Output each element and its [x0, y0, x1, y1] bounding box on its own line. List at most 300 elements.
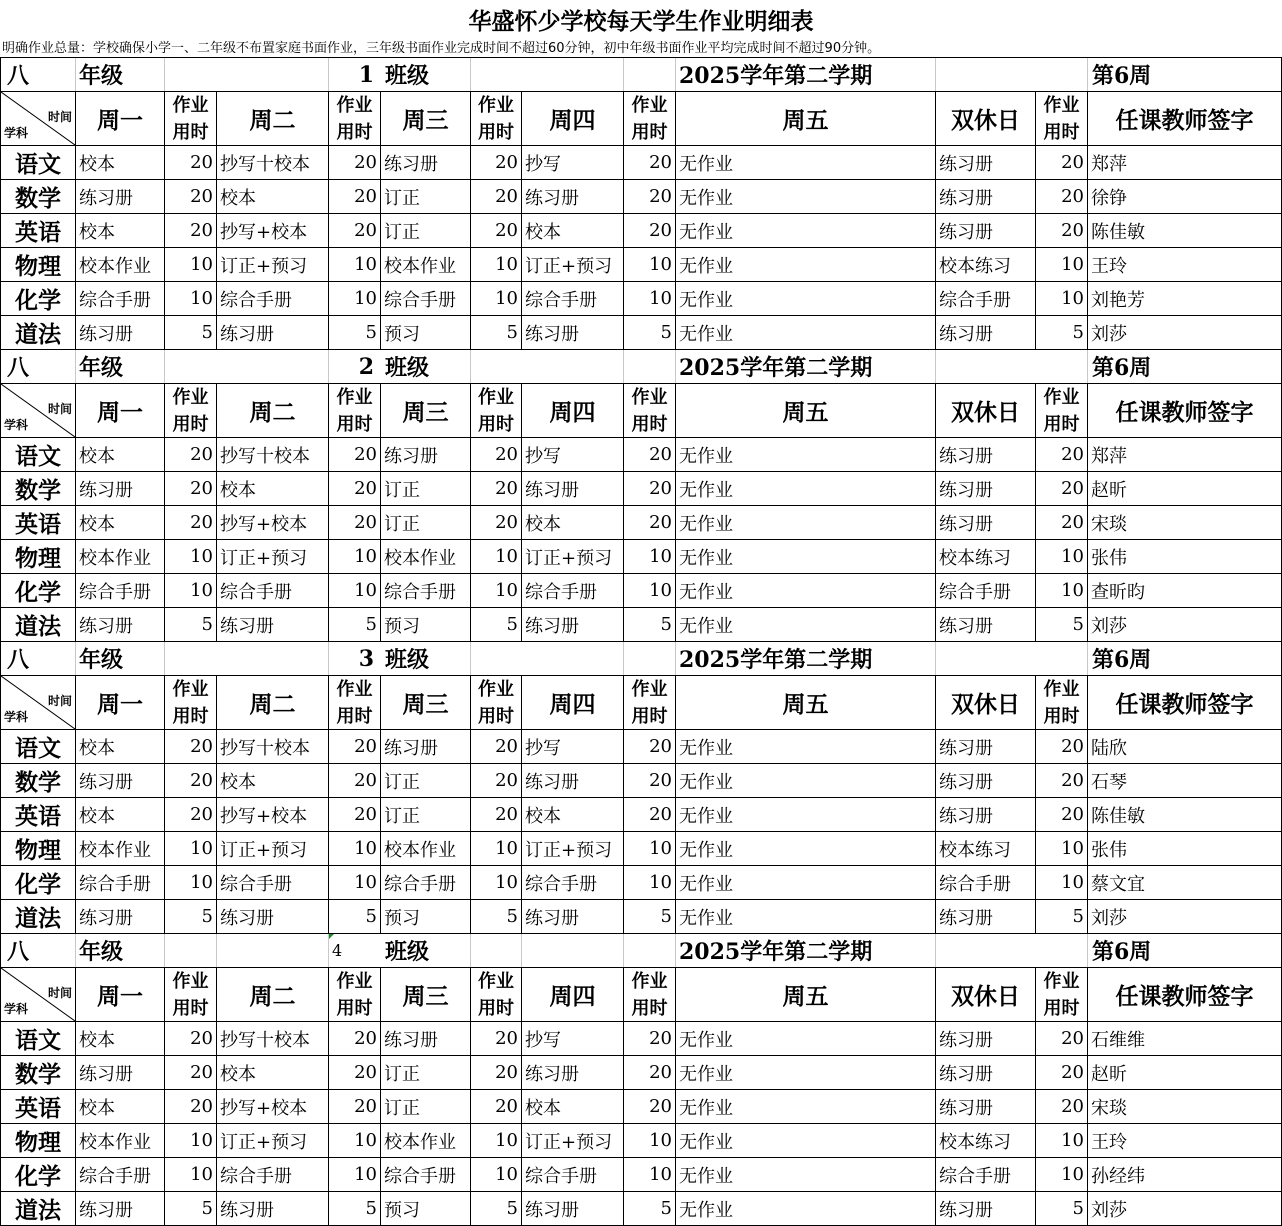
homework-cell: 订正+预习 — [525, 839, 613, 861]
header-wed: 周三 — [402, 691, 449, 718]
grid-line — [380, 91, 381, 350]
homework-cell: 练习册 — [939, 445, 993, 467]
homework-cell: 校本 — [79, 153, 115, 175]
header-time: 作业用时 — [631, 386, 668, 435]
header-time: 作业用时 — [478, 94, 514, 143]
time-cell: 20 — [649, 512, 672, 533]
grid-line — [675, 967, 676, 1226]
homework-cell: 无作业 — [679, 187, 733, 209]
time-cell: 20 — [1061, 152, 1084, 173]
grid-line — [935, 675, 936, 934]
header-thu: 周四 — [549, 399, 596, 426]
header-time: 作业用时 — [336, 386, 373, 435]
time-cell: 10 — [354, 546, 377, 567]
homework-cell: 抄写+校本 — [220, 221, 308, 243]
grid-line — [623, 675, 624, 934]
time-cell: 20 — [495, 736, 518, 757]
homework-cell: 校本作业 — [79, 1131, 151, 1153]
grid-line — [328, 383, 329, 642]
time-cell: 10 — [495, 288, 518, 309]
gridline-light — [675, 934, 676, 967]
time-cell: 10 — [1061, 1164, 1084, 1185]
grid-line — [470, 967, 471, 1226]
homework-cell: 练习册 — [220, 615, 274, 637]
time-cell: 20 — [190, 152, 213, 173]
grade-label: 年级 — [79, 63, 124, 89]
diag-subject-label: 学科 — [4, 126, 29, 140]
time-cell: 20 — [354, 804, 377, 825]
homework-cell: 无作业 — [679, 153, 733, 175]
time-cell: 10 — [1061, 580, 1084, 601]
term-label: 2025学年第二学期 — [679, 647, 873, 673]
subject-cell: 数学 — [15, 769, 61, 796]
subject-cell: 道法 — [15, 321, 61, 348]
time-cell: 20 — [495, 1028, 518, 1049]
homework-cell: 校本练习 — [939, 839, 1011, 861]
gridline-light — [470, 934, 471, 967]
time-cell: 10 — [354, 580, 377, 601]
subject-cell: 物理 — [15, 253, 61, 280]
teacher-cell: 石维维 — [1091, 1029, 1145, 1051]
time-cell: 20 — [1061, 804, 1084, 825]
header-time: 作业用时 — [336, 94, 373, 143]
homework-cell: 无作业 — [679, 479, 733, 501]
time-cell: 10 — [190, 288, 213, 309]
class-label: 班级 — [385, 63, 430, 89]
homework-cell: 校本 — [525, 805, 561, 827]
homework-cell: 抄写+校本 — [220, 1097, 308, 1119]
teacher-cell: 宋琰 — [1091, 1097, 1127, 1119]
time-cell: 10 — [354, 1130, 377, 1151]
week-label: 第6周 — [1092, 63, 1152, 89]
gridline-light — [75, 934, 76, 967]
time-cell: 10 — [354, 1164, 377, 1185]
time-cell: 20 — [1061, 220, 1084, 241]
homework-cell: 练习册 — [220, 1199, 274, 1221]
time-cell: 20 — [649, 444, 672, 465]
gridline-light — [328, 350, 329, 383]
time-cell: 20 — [354, 186, 377, 207]
header-tue: 周二 — [249, 983, 296, 1010]
subject-cell: 道法 — [15, 613, 61, 640]
homework-cell: 综合手册 — [525, 581, 597, 603]
diagonal-header-cell — [1, 384, 75, 437]
gridline-light — [1087, 58, 1088, 91]
homework-cell: 校本 — [525, 1097, 561, 1119]
time-cell: 20 — [495, 220, 518, 241]
homework-cell: 校本作业 — [384, 839, 456, 861]
homework-cell: 综合手册 — [384, 873, 456, 895]
homework-cell: 订正 — [384, 805, 420, 827]
homework-cell: 校本 — [220, 187, 256, 209]
homework-cell: 校本 — [79, 445, 115, 467]
time-cell: 20 — [495, 770, 518, 791]
homework-cell: 预习 — [384, 323, 420, 345]
time-cell: 20 — [495, 1096, 518, 1117]
teacher-cell: 陈佳敏 — [1091, 805, 1145, 827]
grid-line — [0, 641, 1, 676]
time-cell: 10 — [190, 1164, 213, 1185]
grid-line — [0, 675, 1, 934]
grid-line — [75, 967, 76, 1226]
time-cell: 10 — [190, 254, 213, 275]
grid-line — [1087, 967, 1088, 1226]
homework-cell: 抄写十校本 — [220, 737, 310, 759]
gridline-light — [328, 642, 329, 675]
grid-line — [0, 933, 1, 968]
homework-cell: 订正+预习 — [220, 255, 308, 277]
gridline-light — [521, 934, 522, 967]
homework-cell: 练习册 — [939, 479, 993, 501]
gridline-light — [75, 58, 76, 91]
homework-cell: 订正 — [384, 513, 420, 535]
subject-cell: 物理 — [15, 837, 61, 864]
homework-cell: 练习册 — [939, 1063, 993, 1085]
subject-cell: 语文 — [15, 151, 61, 178]
homework-cell: 练习册 — [939, 1199, 993, 1221]
time-cell: 20 — [354, 1062, 377, 1083]
subject-cell: 数学 — [15, 185, 61, 212]
homework-cell: 校本 — [79, 737, 115, 759]
time-cell: 20 — [1061, 1062, 1084, 1083]
homework-cell: 订正+预习 — [525, 547, 613, 569]
grid-line — [0, 967, 1, 1226]
header-thu: 周四 — [549, 691, 596, 718]
time-cell: 10 — [1061, 872, 1084, 893]
homework-cell: 练习册 — [939, 513, 993, 535]
gridline-light — [935, 58, 936, 91]
diag-time-label: 时间 — [47, 110, 72, 124]
grade-number: 八 — [7, 355, 30, 381]
time-cell: 10 — [495, 580, 518, 601]
homework-cell: 订正+预习 — [525, 255, 613, 277]
time-cell: 10 — [1061, 1130, 1084, 1151]
time-cell: 10 — [190, 580, 213, 601]
header-time: 作业用时 — [172, 678, 209, 727]
teacher-cell: 张伟 — [1091, 547, 1127, 569]
gridline-light — [1087, 350, 1088, 383]
time-cell: 20 — [354, 1028, 377, 1049]
time-cell: 10 — [649, 838, 672, 859]
homework-cell: 抄写 — [525, 445, 561, 467]
header-time: 作业用时 — [478, 386, 514, 435]
homework-cell: 练习册 — [939, 187, 993, 209]
header-weekend: 双休日 — [951, 107, 1020, 134]
teacher-cell: 查昕昀 — [1091, 581, 1145, 603]
time-cell: 20 — [354, 770, 377, 791]
homework-cell: 抄写+校本 — [220, 805, 308, 827]
class-number: 3 — [358, 645, 374, 672]
time-cell: 20 — [495, 444, 518, 465]
homework-cell: 练习册 — [525, 615, 579, 637]
time-cell: 10 — [354, 288, 377, 309]
header-wed: 周三 — [402, 107, 449, 134]
time-cell: 10 — [495, 1130, 518, 1151]
header-teacher: 任课教师签字 — [1115, 399, 1254, 426]
gridline-light — [675, 58, 676, 91]
grid-line — [75, 675, 76, 934]
header-tue: 周二 — [249, 399, 296, 426]
homework-cell: 综合手册 — [79, 289, 151, 311]
header-fri: 周五 — [782, 399, 829, 426]
time-cell: 20 — [495, 478, 518, 499]
time-cell: 5 — [660, 614, 672, 635]
grid-line — [164, 91, 165, 350]
header-fri: 周五 — [782, 691, 829, 718]
grid-line — [216, 383, 217, 642]
time-cell: 20 — [354, 478, 377, 499]
homework-cell: 练习册 — [525, 323, 579, 345]
time-cell: 20 — [1061, 186, 1084, 207]
grid-line — [1035, 91, 1036, 350]
class-label: 班级 — [385, 355, 430, 381]
term-label: 2025学年第二学期 — [679, 355, 873, 381]
subject-cell: 英语 — [15, 511, 61, 538]
homework-cell: 练习册 — [939, 907, 993, 929]
time-cell: 10 — [190, 838, 213, 859]
header-mon: 周一 — [97, 983, 143, 1010]
homework-cell: 综合手册 — [220, 289, 292, 311]
policy-note: 明确作业总量：学校确保小学一、二年级不布置家庭书面作业，三年级书面作业完成时间不超过60分钟，初中年级书面作业平均完成时间不超过90分钟。 — [2, 40, 881, 56]
time-cell: 20 — [649, 220, 672, 241]
subject-cell: 化学 — [15, 871, 61, 898]
grid-line — [675, 675, 676, 934]
grid-line — [1035, 967, 1036, 1226]
homework-cell: 抄写十校本 — [220, 153, 310, 175]
time-cell: 20 — [495, 1062, 518, 1083]
header-time: 作业用时 — [172, 94, 209, 143]
homework-cell: 练习册 — [79, 187, 133, 209]
homework-cell: 练习册 — [79, 771, 133, 793]
diag-subject-label: 学科 — [4, 710, 29, 724]
grid-line — [1035, 383, 1036, 642]
homework-cell: 无作业 — [679, 805, 733, 827]
grid-line — [328, 91, 329, 350]
homework-cell: 校本作业 — [79, 255, 151, 277]
time-cell: 20 — [649, 152, 672, 173]
homework-cell: 练习册 — [79, 479, 133, 501]
homework-cell: 校本作业 — [79, 839, 151, 861]
header-wed: 周三 — [402, 399, 449, 426]
homework-cell: 练习册 — [79, 907, 133, 929]
gridline-light — [675, 350, 676, 383]
time-cell: 5 — [365, 322, 377, 343]
homework-cell: 综合手册 — [384, 289, 456, 311]
homework-cell: 综合手册 — [79, 873, 151, 895]
gridline-light — [164, 350, 165, 383]
homework-cell: 无作业 — [679, 1165, 733, 1187]
homework-cell: 练习册 — [939, 771, 993, 793]
homework-cell: 练习册 — [939, 1097, 993, 1119]
time-cell: 5 — [506, 906, 518, 927]
grid-line — [521, 967, 522, 1226]
time-cell: 10 — [649, 1130, 672, 1151]
homework-cell: 校本作业 — [384, 1131, 456, 1153]
time-cell: 20 — [354, 512, 377, 533]
homework-cell: 练习册 — [79, 615, 133, 637]
gridline-light — [470, 58, 471, 91]
time-cell: 10 — [495, 872, 518, 893]
term-label: 2025学年第二学期 — [679, 63, 873, 89]
grid-line — [470, 675, 471, 934]
header-fri: 周五 — [782, 983, 829, 1010]
header-mon: 周一 — [97, 399, 143, 426]
homework-cell: 练习册 — [939, 805, 993, 827]
time-cell: 20 — [649, 478, 672, 499]
time-cell: 10 — [649, 580, 672, 601]
homework-cell: 预习 — [384, 907, 420, 929]
homework-cell: 校本练习 — [939, 1131, 1011, 1153]
time-cell: 10 — [495, 838, 518, 859]
teacher-cell: 赵昕 — [1091, 1063, 1127, 1085]
grid-line — [328, 675, 329, 934]
homework-cell: 综合手册 — [384, 1165, 456, 1187]
diagonal-header-cell — [1, 968, 75, 1021]
teacher-cell: 刘艳芳 — [1091, 289, 1145, 311]
grid-line — [75, 91, 76, 350]
grid-line — [521, 91, 522, 350]
grid-line — [164, 383, 165, 642]
time-cell: 20 — [190, 770, 213, 791]
header-time: 作业用时 — [1043, 94, 1080, 143]
time-cell: 10 — [354, 872, 377, 893]
time-cell: 10 — [1061, 546, 1084, 567]
grid-line — [216, 91, 217, 350]
header-time: 作业用时 — [1043, 678, 1080, 727]
subject-cell: 化学 — [15, 1163, 61, 1190]
time-cell: 20 — [190, 512, 213, 533]
homework-cell: 无作业 — [679, 1029, 733, 1051]
homework-cell: 综合手册 — [939, 873, 1011, 895]
class-number: 4 — [332, 941, 343, 960]
time-cell: 10 — [649, 546, 672, 567]
gridline-light — [623, 58, 624, 91]
subject-cell: 物理 — [15, 1129, 61, 1156]
grade-label: 年级 — [79, 647, 124, 673]
gridline-light — [216, 934, 217, 967]
homework-cell: 校本 — [220, 479, 256, 501]
diag-subject-label: 学科 — [4, 418, 29, 432]
gridline-light — [935, 934, 936, 967]
homework-cell: 练习册 — [525, 1199, 579, 1221]
homework-cell: 无作业 — [679, 1199, 733, 1221]
time-cell: 20 — [190, 804, 213, 825]
homework-cell: 无作业 — [679, 839, 733, 861]
homework-cell: 综合手册 — [79, 581, 151, 603]
teacher-cell: 陆欣 — [1091, 737, 1127, 759]
subject-cell: 物理 — [15, 545, 61, 572]
header-time: 作业用时 — [631, 94, 668, 143]
header-weekend: 双休日 — [951, 983, 1020, 1010]
homework-cell: 练习册 — [79, 323, 133, 345]
grid-line — [623, 91, 624, 350]
header-tue: 周二 — [249, 691, 296, 718]
time-cell: 20 — [190, 478, 213, 499]
homework-cell: 校本 — [79, 513, 115, 535]
homework-cell: 练习册 — [939, 1029, 993, 1051]
gridline-light — [1087, 642, 1088, 675]
gridline-light — [164, 934, 165, 967]
subject-cell: 道法 — [15, 905, 61, 932]
grid-line — [521, 383, 522, 642]
time-cell: 20 — [190, 186, 213, 207]
homework-cell: 无作业 — [679, 581, 733, 603]
time-cell: 20 — [1061, 1096, 1084, 1117]
gridline-light — [470, 642, 471, 675]
header-weekend: 双休日 — [951, 399, 1020, 426]
homework-cell: 无作业 — [679, 615, 733, 637]
diagonal-header-cell — [1, 92, 75, 145]
subject-cell: 数学 — [15, 1061, 61, 1088]
homework-cell: 练习册 — [384, 1029, 438, 1051]
header-time: 作业用时 — [478, 678, 514, 727]
grid-line — [380, 383, 381, 642]
homework-cell: 综合手册 — [220, 1165, 292, 1187]
homework-cell: 练习册 — [384, 445, 438, 467]
teacher-cell: 刘莎 — [1091, 1199, 1127, 1221]
time-cell: 20 — [354, 220, 377, 241]
time-cell: 10 — [354, 254, 377, 275]
gridline-light — [623, 934, 624, 967]
homework-cell: 综合手册 — [220, 873, 292, 895]
grid-line — [1035, 675, 1036, 934]
gridline-light — [328, 58, 329, 91]
time-cell: 5 — [201, 322, 213, 343]
homework-cell: 预习 — [384, 1199, 420, 1221]
grid-line — [216, 675, 217, 934]
time-cell: 20 — [190, 1096, 213, 1117]
grid-line — [75, 383, 76, 642]
gridline-light — [75, 642, 76, 675]
gridline-light — [623, 350, 624, 383]
cell-marker — [329, 934, 334, 939]
header-fri: 周五 — [782, 107, 829, 134]
diag-time-label: 时间 — [47, 402, 72, 416]
time-cell: 20 — [649, 186, 672, 207]
homework-cell: 抄写+校本 — [220, 513, 308, 535]
homework-cell: 综合手册 — [525, 1165, 597, 1187]
gridline-light — [935, 642, 936, 675]
class-number: 1 — [358, 61, 374, 88]
teacher-cell: 刘莎 — [1091, 615, 1127, 637]
class-label: 班级 — [385, 647, 430, 673]
gridline-light — [675, 642, 676, 675]
time-cell: 10 — [495, 254, 518, 275]
time-cell: 20 — [190, 1062, 213, 1083]
grid-line — [164, 967, 165, 1226]
gridline-light — [935, 350, 936, 383]
homework-cell: 订正+预习 — [220, 547, 308, 569]
grid-line — [0, 57, 1, 92]
header-teacher: 任课教师签字 — [1115, 983, 1254, 1010]
homework-cell: 订正 — [384, 771, 420, 793]
homework-cell: 练习册 — [525, 187, 579, 209]
time-cell: 5 — [365, 906, 377, 927]
homework-cell: 综合手册 — [525, 873, 597, 895]
homework-cell: 校本 — [79, 805, 115, 827]
homework-cell: 抄写 — [525, 737, 561, 759]
homework-cell: 无作业 — [679, 1063, 733, 1085]
time-cell: 10 — [649, 872, 672, 893]
teacher-cell: 郑萍 — [1091, 445, 1127, 467]
time-cell: 10 — [190, 872, 213, 893]
homework-cell: 订正 — [384, 1097, 420, 1119]
header-time: 作业用时 — [172, 970, 209, 1019]
teacher-cell: 刘莎 — [1091, 323, 1127, 345]
subject-cell: 英语 — [15, 1095, 61, 1122]
homework-cell: 无作业 — [679, 221, 733, 243]
diag-time-label: 时间 — [47, 694, 72, 708]
